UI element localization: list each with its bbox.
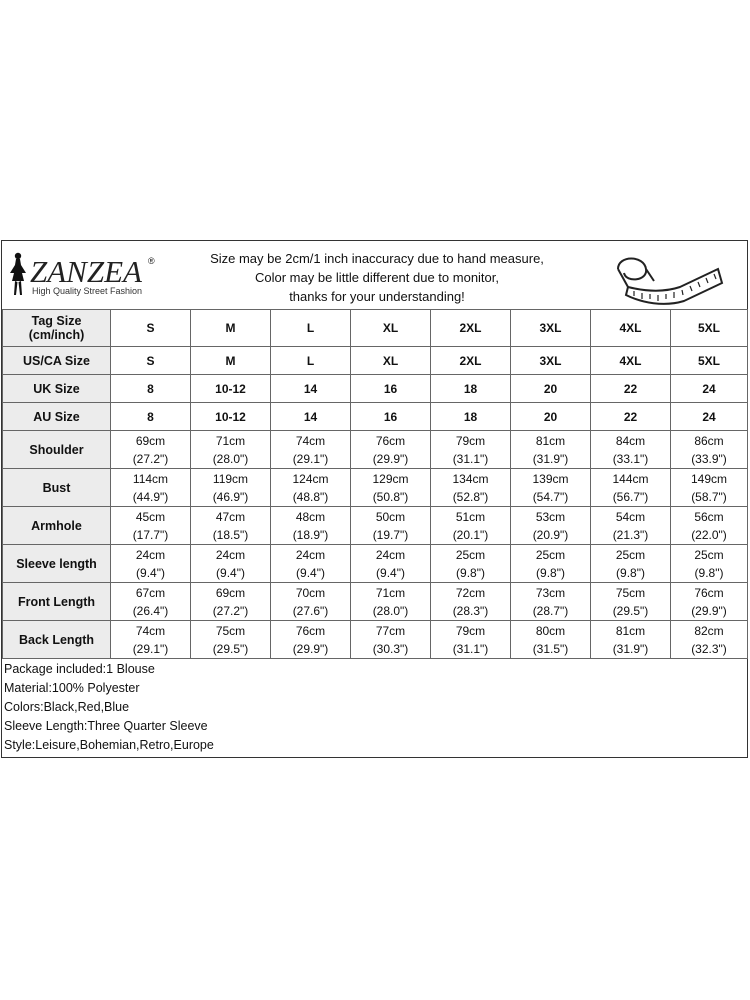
size-cell: 3XL: [511, 310, 591, 347]
inch-value: (31.1"): [452, 641, 489, 656]
size-cell: 22: [591, 403, 671, 431]
cm-value: 56cm: [694, 509, 724, 524]
inch-value: (21.3"): [612, 527, 649, 542]
row-label: AU Size: [3, 403, 111, 431]
brand-name: ZANZEA: [30, 254, 142, 289]
cm-value: 77cm: [375, 623, 406, 638]
measurement-row: [3, 469, 748, 507]
measuring-tape-icon: [614, 247, 724, 305]
size-row: [3, 375, 748, 403]
cm-value: 67cm: [135, 585, 166, 600]
cm-value: 53cm: [535, 509, 566, 524]
cm-value: 75cm: [215, 623, 246, 638]
inch-value: (27.6"): [292, 603, 329, 618]
cm-value: 70cm: [295, 585, 326, 600]
size-cell: 5XL: [671, 347, 748, 375]
measurement-cell: [191, 583, 271, 621]
inch-value: (28.7"): [532, 603, 569, 618]
inch-value: (31.5"): [532, 641, 569, 656]
cm-value: 25cm: [535, 547, 566, 562]
measurement-cell: [671, 469, 748, 507]
inch-value: (31.9"): [532, 451, 569, 466]
inch-value: (18.9"): [292, 527, 329, 542]
measurement-cell: [191, 507, 271, 545]
cm-value: 24cm: [295, 547, 326, 562]
measurement-row: [3, 507, 748, 545]
cm-value: 25cm: [615, 547, 646, 562]
cm-value: 144cm: [612, 471, 649, 486]
row-label: UK Size: [3, 375, 111, 403]
measurement-cell: [351, 431, 431, 469]
measurement-cell: [351, 583, 431, 621]
measurement-cell: [511, 621, 591, 659]
notice-line: thanks for your understanding!: [289, 289, 465, 304]
measurement-cell: [111, 431, 191, 469]
measurement-cell: [671, 621, 748, 659]
inch-value: (28.0"): [372, 603, 409, 618]
cm-value: 82cm: [694, 623, 724, 638]
cm-value: 81cm: [535, 433, 566, 448]
row-label: Back Length: [3, 621, 111, 659]
measurement-cell: [191, 431, 271, 469]
measurement-cell: [431, 545, 511, 583]
inch-value: (32.3"): [691, 641, 727, 656]
row-label: Armhole: [3, 507, 111, 545]
size-cell: 5XL: [671, 310, 748, 347]
cm-value: 134cm: [452, 471, 489, 486]
brand-tagline: High Quality Street Fashion: [32, 286, 143, 296]
cm-value: 75cm: [615, 585, 646, 600]
size-cell: 10-12: [191, 403, 271, 431]
inch-value: (29.9"): [292, 641, 329, 656]
size-rows: [3, 310, 748, 659]
measurement-cell: [671, 583, 748, 621]
inch-value: (46.9"): [212, 489, 249, 504]
row-label-line: (cm/inch): [28, 328, 85, 342]
size-cell: M: [191, 310, 271, 347]
inch-value: (29.5"): [612, 603, 649, 618]
inch-value: (58.7"): [691, 489, 727, 504]
row-label: Front Length: [3, 583, 111, 621]
cm-value: 71cm: [375, 585, 406, 600]
size-chart-sheet: [1, 240, 748, 758]
inch-value: (54.7"): [532, 489, 569, 504]
cm-value: 54cm: [615, 509, 646, 524]
inch-value: (9.4"): [376, 565, 405, 580]
measurement-cell: [111, 469, 191, 507]
cm-value: 79cm: [455, 433, 486, 448]
size-cell: 24: [671, 375, 748, 403]
cm-value: 51cm: [455, 509, 486, 524]
cm-value: 47cm: [215, 509, 246, 524]
measurement-row: [3, 431, 748, 469]
size-cell: 10-12: [191, 375, 271, 403]
measurement-cell: [511, 507, 591, 545]
size-cell: L: [271, 310, 351, 347]
size-cell: 22: [591, 375, 671, 403]
inch-value: (29.9"): [691, 603, 727, 618]
inch-value: (48.8"): [292, 489, 329, 504]
size-cell: 2XL: [431, 310, 511, 347]
product-specs: [4, 660, 214, 755]
measurement-cell: [191, 545, 271, 583]
inch-value: (30.3"): [372, 641, 409, 656]
size-cell: 8: [111, 403, 191, 431]
size-table: [2, 309, 748, 659]
chart-header: [2, 241, 747, 310]
row-label: Shoulder: [3, 431, 111, 469]
measurement-cell: [191, 469, 271, 507]
cm-value: 24cm: [135, 547, 166, 562]
size-cell: XL: [351, 347, 431, 375]
size-cell: 4XL: [591, 310, 671, 347]
size-cell: 2XL: [431, 347, 511, 375]
row-label: Bust: [3, 469, 111, 507]
cm-value: 81cm: [615, 623, 646, 638]
row-label: Sleeve length: [3, 545, 111, 583]
cm-value: 45cm: [135, 509, 166, 524]
cm-value: 25cm: [455, 547, 486, 562]
measurement-row: [3, 583, 748, 621]
size-cell: 4XL: [591, 347, 671, 375]
inch-value: (29.1"): [292, 451, 329, 466]
measurement-cell: [271, 621, 351, 659]
row-label: US/CA Size: [3, 347, 111, 375]
inch-value: (17.7"): [132, 527, 169, 542]
size-row: [3, 403, 748, 431]
cm-value: 84cm: [615, 433, 646, 448]
inch-value: (31.9"): [612, 641, 649, 656]
size-cell: 20: [511, 375, 591, 403]
cm-value: 24cm: [375, 547, 406, 562]
inch-value: (9.8"): [694, 565, 724, 580]
inch-value: (9.4"): [296, 565, 325, 580]
measurement-cell: [511, 545, 591, 583]
cm-value: 139cm: [532, 471, 569, 486]
cm-value: 114cm: [132, 471, 169, 486]
inch-value: (29.1"): [132, 641, 169, 656]
inch-value: (22.0"): [691, 527, 727, 542]
size-cell: 20: [511, 403, 591, 431]
size-cell: S: [111, 347, 191, 375]
cm-value: 50cm: [375, 509, 406, 524]
measurement-cell: [431, 469, 511, 507]
measurement-cell: [191, 621, 271, 659]
cm-value: 74cm: [135, 623, 166, 638]
cm-value: 124cm: [292, 471, 329, 486]
size-cell: XL: [351, 310, 431, 347]
inch-value: (9.8"): [456, 565, 485, 580]
measurement-notice: [192, 249, 562, 306]
measurement-cell: [351, 507, 431, 545]
model-silhouette-icon: [6, 251, 30, 297]
measurement-cell: [511, 431, 591, 469]
size-cell: 16: [351, 375, 431, 403]
measurement-cell: [671, 507, 748, 545]
measurement-cell: [591, 469, 671, 507]
inch-value: (33.9"): [691, 451, 727, 466]
measurement-cell: [351, 469, 431, 507]
cm-value: 76cm: [295, 623, 326, 638]
measurement-cell: [431, 507, 511, 545]
inch-value: (9.4"): [216, 565, 245, 580]
size-cell: 18: [431, 403, 511, 431]
inch-value: (28.0"): [212, 451, 249, 466]
size-cell: 14: [271, 403, 351, 431]
measurement-cell: [271, 545, 351, 583]
inch-value: (29.5"): [212, 641, 249, 656]
size-cell: 16: [351, 403, 431, 431]
size-cell: S: [111, 310, 191, 347]
cm-value: 72cm: [455, 585, 486, 600]
inch-value: (27.2"): [132, 451, 169, 466]
measurement-cell: [351, 545, 431, 583]
cm-value: 79cm: [455, 623, 486, 638]
cm-value: 129cm: [372, 471, 409, 486]
size-cell: 24: [671, 403, 748, 431]
inch-value: (50.8"): [372, 489, 409, 504]
measurement-cell: [111, 507, 191, 545]
inch-value: (9.8"): [616, 565, 645, 580]
cm-value: 71cm: [215, 433, 246, 448]
size-cell: M: [191, 347, 271, 375]
cm-value: 24cm: [215, 547, 246, 562]
inch-value: (19.7"): [372, 527, 409, 542]
inch-value: (52.8"): [452, 489, 489, 504]
measurement-cell: [431, 431, 511, 469]
measurement-cell: [271, 583, 351, 621]
inch-value: (33.1"): [612, 451, 649, 466]
measurement-cell: [591, 545, 671, 583]
registered-mark: ®: [148, 256, 155, 266]
cm-value: 69cm: [135, 433, 166, 448]
cm-value: 149cm: [690, 471, 728, 486]
measurement-cell: [591, 621, 671, 659]
measurement-cell: [431, 583, 511, 621]
size-cell: 3XL: [511, 347, 591, 375]
inch-value: (20.1"): [452, 527, 489, 542]
measurement-cell: [591, 583, 671, 621]
size-row: [3, 310, 748, 347]
cm-value: 119cm: [212, 471, 249, 486]
notice-line: Size may be 2cm/1 inch inaccuracy due to hand measure,: [210, 251, 544, 266]
cm-value: 48cm: [295, 509, 326, 524]
cm-value: 76cm: [375, 433, 406, 448]
inch-value: (9.8"): [536, 565, 565, 580]
brand-logo: [6, 249, 176, 301]
measurement-cell: [591, 431, 671, 469]
inch-value: (56.7"): [612, 489, 649, 504]
size-cell: L: [271, 347, 351, 375]
measurement-cell: [591, 507, 671, 545]
measurement-cell: [271, 469, 351, 507]
inch-value: (31.1"): [452, 451, 489, 466]
cm-value: 73cm: [535, 585, 566, 600]
cm-value: 74cm: [295, 433, 326, 448]
measurement-cell: [511, 469, 591, 507]
spec-line: Style:Leisure,Bohemian,Retro,Europe: [4, 738, 214, 752]
row-label: [3, 310, 111, 347]
cm-value: 76cm: [694, 585, 724, 600]
inch-value: (27.2"): [212, 603, 249, 618]
inch-value: (29.9"): [372, 451, 409, 466]
measurement-row: [3, 621, 748, 659]
measurement-cell: [351, 621, 431, 659]
inch-value: (18.5"): [212, 527, 249, 542]
inch-value: (28.3"): [452, 603, 489, 618]
measurement-cell: [431, 621, 511, 659]
measurement-cell: [511, 583, 591, 621]
size-cell: 18: [431, 375, 511, 403]
measurement-cell: [671, 545, 748, 583]
cm-value: 86cm: [694, 433, 724, 448]
spec-line: Material:100% Polyester: [4, 681, 140, 695]
spec-line: Sleeve Length:Three Quarter Sleeve: [4, 719, 208, 733]
measurement-cell: [111, 621, 191, 659]
spec-line: Colors:Black,Red,Blue: [4, 700, 130, 714]
inch-value: (44.9"): [132, 489, 169, 504]
size-row: [3, 347, 748, 375]
size-cell: 8: [111, 375, 191, 403]
measurement-cell: [271, 431, 351, 469]
cm-value: 69cm: [215, 585, 246, 600]
cm-value: 80cm: [535, 623, 566, 638]
row-label-line: Tag Size: [31, 314, 82, 328]
measurement-cell: [111, 583, 191, 621]
measurement-cell: [671, 431, 748, 469]
inch-value: (9.4"): [136, 565, 165, 580]
cm-value: 25cm: [694, 547, 724, 562]
size-cell: 14: [271, 375, 351, 403]
notice-line: Color may be little different due to monitor,: [255, 270, 499, 285]
inch-value: (26.4"): [132, 603, 169, 618]
inch-value: (20.9"): [532, 527, 569, 542]
measurement-row: [3, 545, 748, 583]
measurement-cell: [111, 545, 191, 583]
spec-line: Package included:1 Blouse: [4, 662, 155, 676]
measurement-cell: [271, 507, 351, 545]
